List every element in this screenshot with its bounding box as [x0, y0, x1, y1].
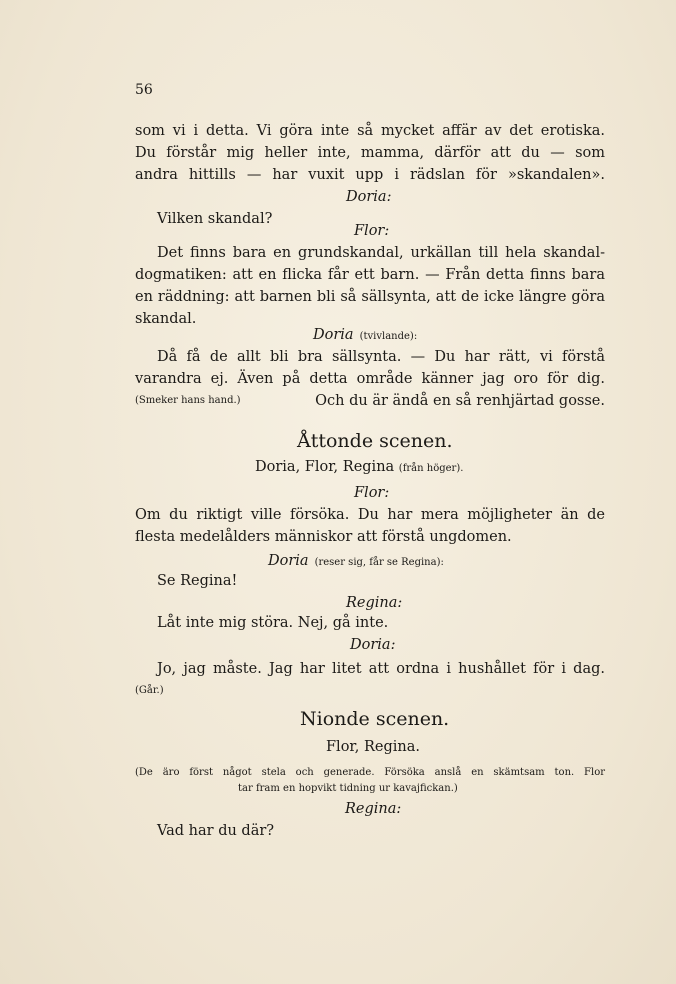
stage-direction: (De äro först något stela och generade. Försöka anslå en skämtsam ton. Flor: [135, 767, 605, 778]
page-number: 56: [135, 82, 153, 98]
text-line: Då få de allt bli bra sällsynta. — Du har rätt, vi förstå: [157, 349, 605, 365]
speaker-flor: Flor:: [354, 485, 390, 501]
speaker-regina: Regina:: [345, 801, 402, 817]
stage-direction: (reser sig, får se Regina):: [314, 557, 444, 568]
stage-direction: (Går.): [135, 685, 164, 696]
text-line: andra hittills — har vuxit upp i rädslan för »skandalen».: [135, 167, 605, 183]
speaker-doria: Doria:: [350, 637, 396, 653]
stage-direction: (tvivlande):: [359, 331, 418, 342]
text-line: Det finns bara en grundskandal, urkällan till hela skandal-: [157, 245, 605, 261]
text-line: Låt inte mig störa. Nej, gå inte.: [157, 615, 389, 631]
text-line: Vilken skandal?: [157, 211, 273, 227]
stage-direction: (Smeker hans hand.): [135, 395, 241, 406]
speaker-regina: Regina:: [346, 595, 403, 611]
speaker-doria: Doria (tvivlande):: [313, 327, 418, 343]
scene-cast: Doria, Flor, Regina (från höger).: [255, 459, 464, 475]
speaker-doria: Doria:: [346, 189, 392, 205]
scene-cast: Flor, Regina.: [326, 739, 420, 755]
speaker-doria: Doria (reser sig, får se Regina):: [268, 553, 444, 569]
scene-title: Nionde scenen.: [300, 708, 450, 730]
text-line: dogmatiken: att en flicka får ett barn. — Från detta finns bara: [135, 267, 605, 283]
text-line: Vad har du där?: [157, 823, 275, 839]
text-line: Om du riktigt ville försöka. Du har mera möjligheter än de: [135, 507, 605, 523]
text-line: Jo, jag måste. Jag har litet att ordna i hushållet för i dag.: [157, 661, 605, 677]
text-line: (Smeker hans hand.) Och du är ändå en så renhjärtad gosse.: [135, 393, 605, 409]
text-line: flesta medelålders människor att förstå ungdomen.: [135, 529, 512, 545]
text-line: skandal.: [135, 311, 197, 327]
text-line: som vi i detta. Vi göra inte så mycket affär av det erotiska.: [135, 123, 605, 139]
text-line: en räddning: att barnen bli så sällsynta, att de icke längre göra: [135, 289, 605, 305]
scene-title: Åttonde scenen.: [297, 430, 453, 452]
stage-direction: tar fram en hopvikt tidning ur kavajfickan.): [238, 783, 458, 794]
speaker-flor: Flor:: [354, 223, 390, 239]
text-line: Se Regina!: [157, 573, 238, 589]
text-line: varandra ej. Även på detta område känner jag oro för dig.: [135, 371, 605, 387]
text-line: Du förstår mig heller inte, mamma, därför att du — som: [135, 145, 605, 161]
